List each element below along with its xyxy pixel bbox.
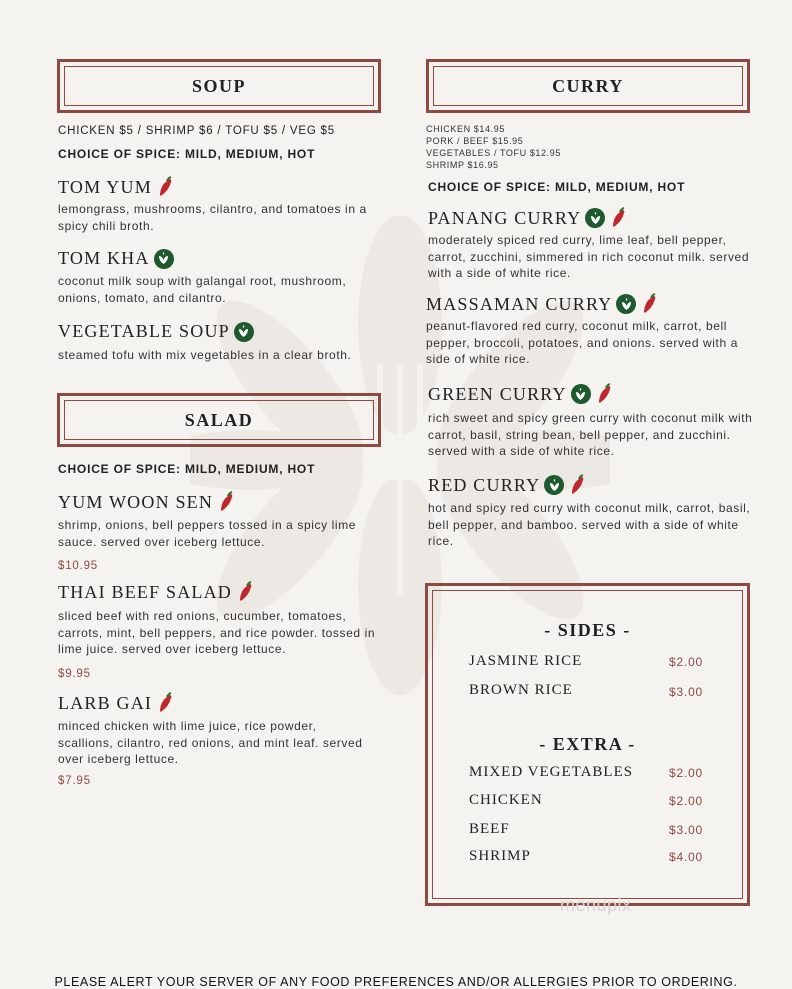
item-name: VEGETABLE SOUP <box>58 321 230 341</box>
menu-item-desc: coconut milk soup with galangal root, mushroom, onions, tomato, and cilantro. <box>58 274 347 305</box>
menu-item-yum-woon-sen <box>58 491 237 513</box>
chili-icon <box>640 293 660 315</box>
soup-header <box>57 59 381 113</box>
vegetarian-leaf-icon <box>585 208 605 228</box>
vegetarian-leaf-icon <box>154 249 174 269</box>
menu-item-desc: hot and spicy red curry with coconut milk, carrot, basil, bell pepper, and bamboo. served with a side of white rice. <box>428 501 751 548</box>
item-name: LARB GAI <box>58 692 153 713</box>
item-name: RED CURRY <box>428 474 541 495</box>
extra-item-price: $2.00 <box>669 766 704 780</box>
menu-item-price: $10.95 <box>58 560 98 572</box>
salad-header <box>57 393 381 447</box>
menupix-watermark: menupix <box>560 895 632 915</box>
menu-item-desc: peanut-flavored red curry, coconut milk, carrot, bell pepper, broccoli, potatoes, and onions. served with a side of white rice. <box>426 319 738 366</box>
chili-icon <box>156 176 176 198</box>
menu-item-desc: steamed tofu with mix vegetables in a clear broth. <box>58 348 352 362</box>
vegetarian-leaf-icon <box>234 322 254 342</box>
menu-item-desc: shrimp, onions, bell peppers tossed in a spicy lime sauce. served over iceberg lettuce. <box>58 518 357 549</box>
menu-item-desc: sliced beef with red onions, cucumber, tomatoes, carrots, mint, bell peppers, and rice powder. tossed in lime juice. served over iceberg lettuce. <box>58 609 376 656</box>
menu-item-desc: moderately spiced red curry, lime leaf, bell pepper, carrot, zucchini, simmered in rich coconut milk. served with a side of white rice. <box>428 233 750 280</box>
menu-item-price: $7.95 <box>58 775 91 787</box>
side-item-name: BROWN RICE <box>469 682 573 698</box>
salad-header-title: SALAD <box>64 400 374 440</box>
menu-item-red-curry <box>428 474 588 496</box>
curry-prices <box>426 123 561 171</box>
soup-prices: CHICKEN $5 / SHRIMP $6 / TOFU $5 / VEG $5 <box>58 125 335 137</box>
menu-item-larb-gai <box>58 692 176 714</box>
salad-spice-choice: CHOICE OF SPICE: MILD, MEDIUM, HOT <box>58 462 316 476</box>
menu-item-tom-kha <box>58 248 174 269</box>
chili-icon <box>609 207 629 229</box>
chili-icon <box>568 474 588 496</box>
side-item-price: $3.00 <box>669 685 704 699</box>
extra-item-price: $4.00 <box>669 850 704 864</box>
extra-item-name: SHRIMP <box>469 848 531 864</box>
side-item-price: $2.00 <box>669 655 704 669</box>
menu-item-desc: minced chicken with lime juice, rice powder, scallions, cilantro, red onions, and mint leaf. served over iceberg lettuce. <box>58 719 363 766</box>
extra-item-price: $2.00 <box>669 794 704 808</box>
menu-item-desc: lemongrass, mushrooms, cilantro, and tomatoes in a spicy chili broth. <box>58 202 367 233</box>
item-name: THAI BEEF SALAD <box>58 581 232 602</box>
extra-item-name: CHICKEN <box>469 792 543 808</box>
extra-item-name: BEEF <box>469 821 510 837</box>
curry-price-line: PORK / BEEF $15.95 <box>426 136 524 146</box>
menu-item-thai-beef-salad <box>58 581 256 603</box>
chili-icon <box>217 491 237 513</box>
item-name: GREEN CURRY <box>428 383 567 404</box>
vegetarian-leaf-icon <box>616 294 636 314</box>
item-name: YUM WOON SEN <box>58 491 214 512</box>
curry-header-title: CURRY <box>433 66 743 106</box>
menu-item-desc: rich sweet and spicy green curry with coconut milk with carrot, basil, string bean, bell pepper, and zucchini. served with a side of white rice. <box>428 411 753 458</box>
extra-header: - EXTRA - <box>539 734 636 754</box>
item-name: TOM KHA <box>58 248 150 268</box>
menu-item-vegetable-soup <box>58 321 254 342</box>
menu-item-tom-yum <box>58 176 176 198</box>
soup-header-title: SOUP <box>64 66 374 106</box>
allergy-footer-note: PLEASE ALERT YOUR SERVER OF ANY FOOD PREFERENCES AND/OR ALLERGIES PRIOR TO ORDERING. <box>54 975 738 989</box>
item-name: MASSAMAN CURRY <box>426 293 613 314</box>
vegetarian-leaf-icon <box>544 475 564 495</box>
menu-item-green-curry <box>428 383 615 405</box>
sides-extra-box <box>425 583 750 906</box>
sides-header: - SIDES - <box>544 620 631 640</box>
chili-icon <box>595 383 615 405</box>
curry-price-line: SHRIMP $16.95 <box>426 160 499 170</box>
soup-spice-choice: CHOICE OF SPICE: MILD, MEDIUM, HOT <box>58 147 316 161</box>
menu-item-massaman-curry <box>426 293 660 315</box>
menu-item-price: $9.95 <box>58 668 91 680</box>
chili-icon <box>236 581 256 603</box>
side-item-name: JASMINE RICE <box>469 653 583 669</box>
curry-header <box>426 59 750 113</box>
extra-item-name: MIXED VEGETABLES <box>469 764 634 780</box>
menu-item-panang-curry <box>428 207 629 229</box>
item-name: PANANG CURRY <box>428 207 582 228</box>
chili-icon <box>156 692 176 714</box>
curry-price-line: VEGETABLES / TOFU $12.95 <box>426 148 561 158</box>
extra-item-price: $3.00 <box>669 823 704 837</box>
vegetarian-leaf-icon <box>571 384 591 404</box>
curry-price-line: CHICKEN $14.95 <box>426 124 505 134</box>
item-name: TOM YUM <box>58 176 152 197</box>
curry-spice-choice: CHOICE OF SPICE: MILD, MEDIUM, HOT <box>428 180 686 194</box>
